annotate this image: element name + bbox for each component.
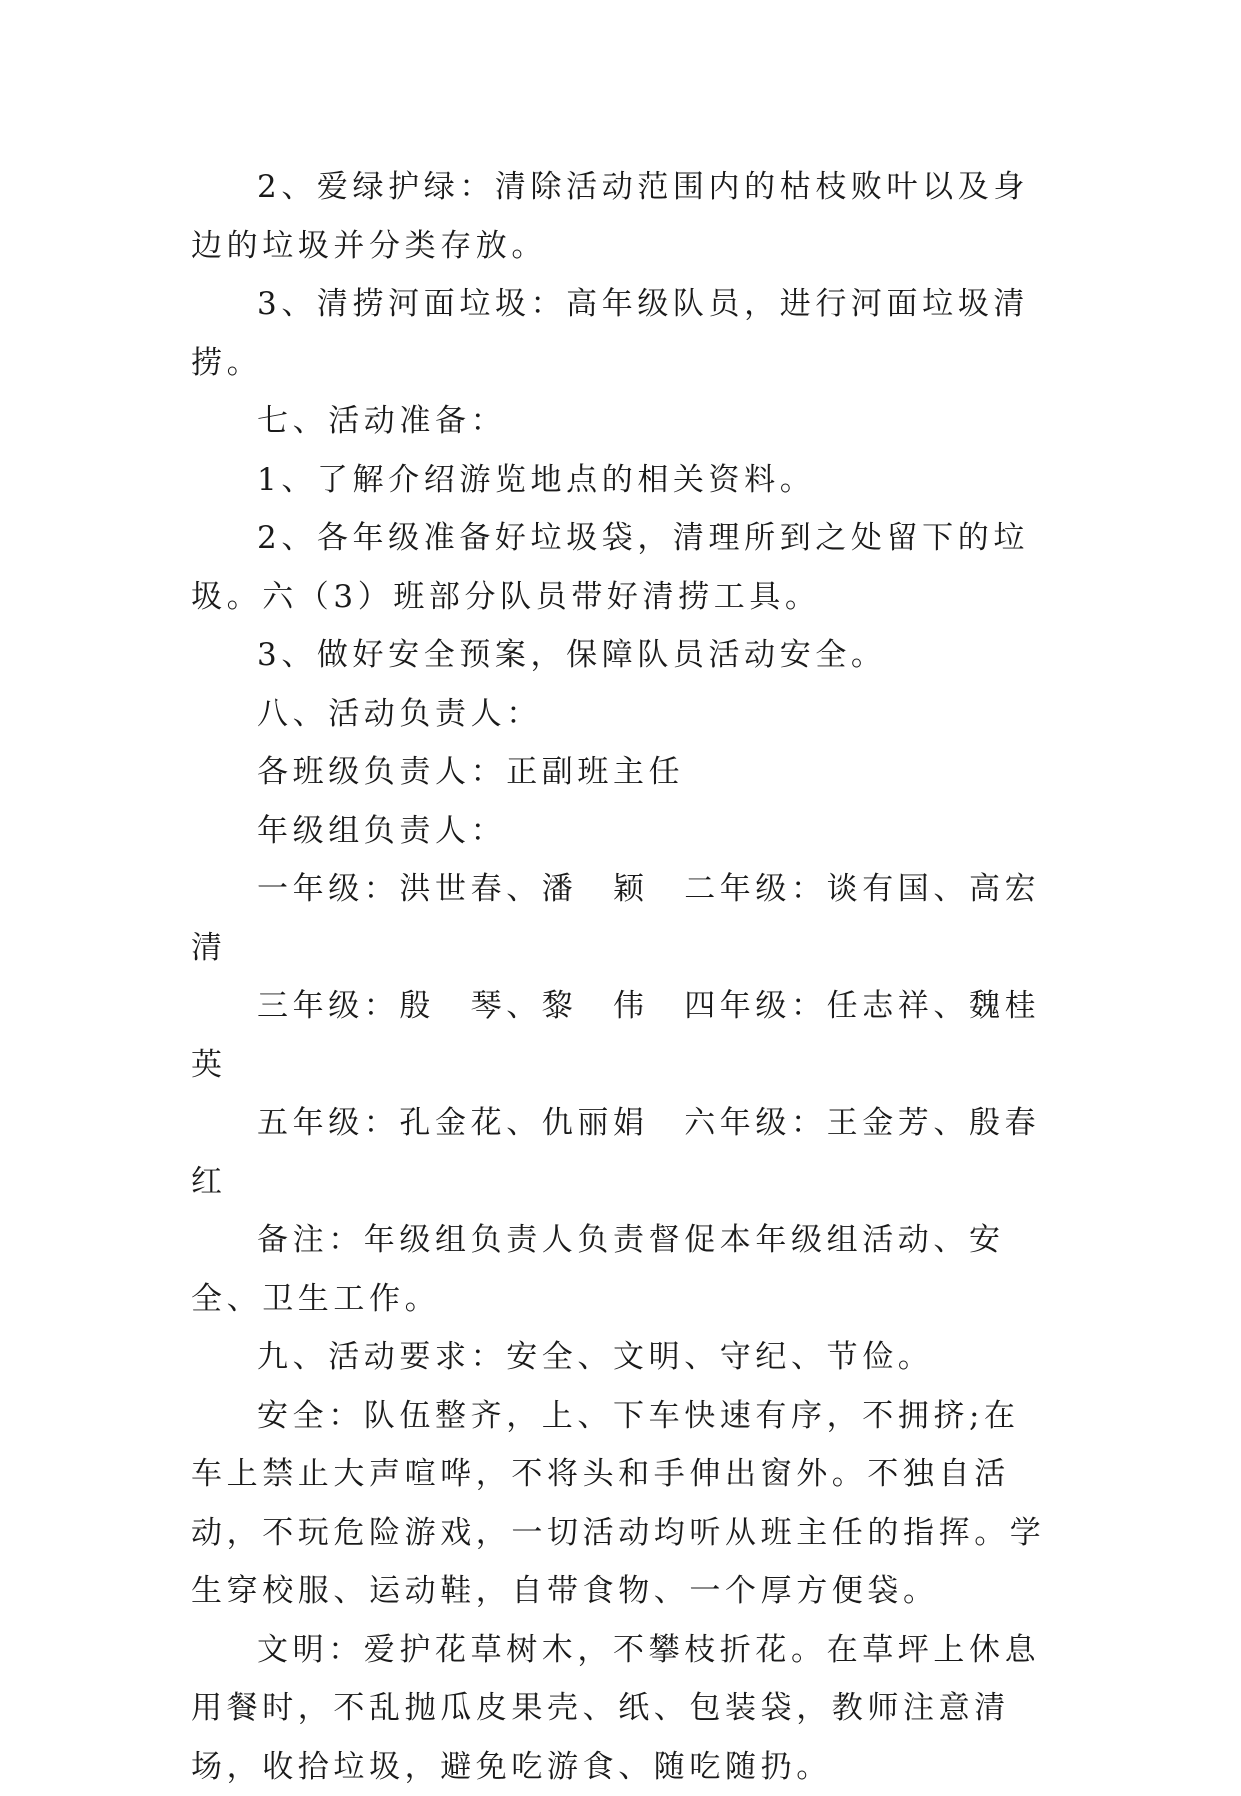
document-body [191, 158, 1051, 1796]
paragraph: 文明：爱护花草树木，不攀枝折花。在草坪上休息用餐时，不乱抛瓜皮果壳、纸、包装袋，教师注意清场，收拾垃圾，避免吃游食、随吃随扔。 [191, 1621, 1051, 1796]
paragraph: 2、各年级准备好垃圾袋，清理所到之处留下的垃圾。六（3）班部分队员带好清捞工具。 [191, 509, 1051, 626]
paragraph: 备注：年级组负责人负责督促本年级组活动、安全、卫生工作。 [191, 1211, 1051, 1328]
paragraph: 3、清捞河面垃圾：高年级队员，进行河面垃圾清捞。 [191, 275, 1051, 392]
paragraph: 3、做好安全预案，保障队员活动安全。 [191, 626, 1051, 685]
grade-leaders-line: 一年级：洪世春、潘 颖 二年级：谈有国、高宏清 [191, 860, 1051, 977]
grade-leaders-line: 三年级：殷 琴、黎 伟 四年级：任志祥、魏桂英 [191, 977, 1051, 1094]
paragraph: 安全：队伍整齐，上、下车快速有序，不拥挤;在车上禁止大声喧哗，不将头和手伸出窗外。不独自活动，不玩危险游戏，一切活动均听从班主任的指挥。学生穿校服、运动鞋，自带食物、一个厚方便袋。 [191, 1387, 1051, 1621]
paragraph: 2、爱绿护绿：清除活动范围内的枯枝败叶以及身边的垃圾并分类存放。 [191, 158, 1051, 275]
section-heading: 九、活动要求：安全、文明、守纪、节俭。 [191, 1328, 1051, 1387]
paragraph: 年级组负责人： [191, 802, 1051, 861]
paragraph: 1、了解介绍游览地点的相关资料。 [191, 451, 1051, 510]
section-heading: 八、活动负责人： [191, 685, 1051, 744]
section-heading: 七、活动准备： [191, 392, 1051, 451]
paragraph: 各班级负责人：正副班主任 [191, 743, 1051, 802]
grade-leaders-line: 五年级：孔金花、仇丽娟 六年级：王金芳、殷春红 [191, 1094, 1051, 1211]
